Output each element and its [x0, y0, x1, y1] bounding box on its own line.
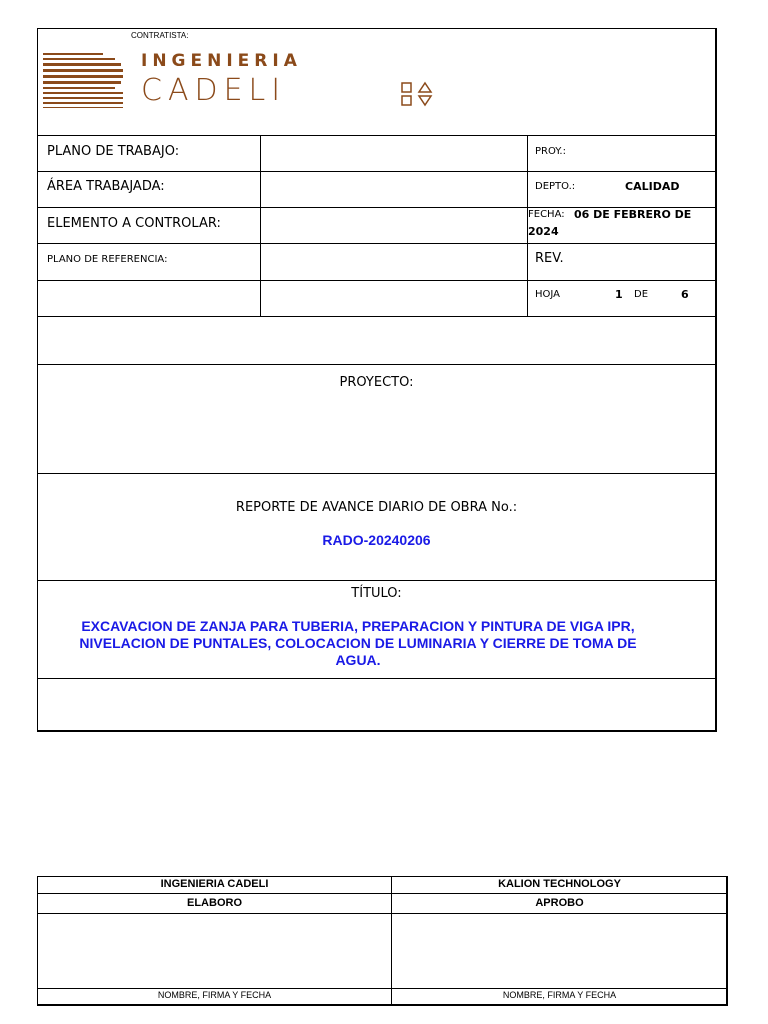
depto-label: DEPTO.:	[535, 181, 576, 192]
hoja-total: 6	[681, 288, 689, 301]
titulo-line-2: NIVELACION DE PUNTALES, COLOCACION DE LUMINARIA Y CIERRE DE TOMA DE	[79, 635, 637, 651]
hoja-number: 1	[615, 288, 623, 301]
left-signature-footer: NOMBRE, FIRMA Y FECHA	[157, 990, 272, 1000]
plano-trabajo-label: PLANO DE TRABAJO:	[47, 144, 180, 159]
titulo-line-1: EXCAVACION DE ZANJA PARA TUBERIA, PREPARACION Y PINTURA DE VIGA IPR,	[81, 618, 635, 634]
elaboro-label: ELABORO	[187, 897, 242, 909]
de-label: DE	[634, 289, 649, 300]
plano-referencia-label: PLANO DE REFERENCIA:	[47, 254, 168, 265]
left-company: INGENIERIA CADELI	[160, 878, 269, 890]
rev-label: REV.	[535, 251, 564, 266]
document-frame	[37, 28, 717, 732]
contratista-label: CONTRATISTA:	[131, 31, 189, 40]
fecha-label: FECHA:	[528, 209, 565, 220]
titulo-line-3: AGUA.	[335, 652, 381, 668]
proy-label: PROY.:	[535, 146, 566, 157]
depto-value: CALIDAD	[625, 180, 680, 193]
aprobo-label: APROBO	[535, 897, 584, 909]
reporte-label: REPORTE DE AVANCE DIARIO DE OBRA No.:	[235, 500, 518, 515]
area-trabajada-label: ÁREA TRABAJADA:	[47, 179, 165, 194]
logo-wordmark-top: INGENIERIA	[141, 51, 302, 71]
fecha-value-line1: 06 DE FEBRERO DE	[574, 208, 692, 221]
hoja-label: HOJA	[535, 289, 561, 300]
proyecto-label: PROYECTO:	[339, 375, 414, 390]
elemento-controlar-label: ELEMENTO A CONTROLAR:	[47, 216, 221, 231]
fecha-value-line2: 2024	[528, 225, 559, 238]
logo-shapes-icon	[400, 81, 436, 109]
right-signature-footer: NOMBRE, FIRMA Y FECHA	[502, 990, 617, 1000]
titulo-label: TÍTULO:	[351, 586, 402, 601]
right-company: KALION TECHNOLOGY	[498, 878, 621, 890]
signature-table	[37, 876, 728, 1006]
logo-stripes-icon	[43, 53, 125, 109]
logo-wordmark-bottom: CADELI	[141, 73, 287, 108]
reporte-number: RADO-20240206	[322, 532, 431, 548]
